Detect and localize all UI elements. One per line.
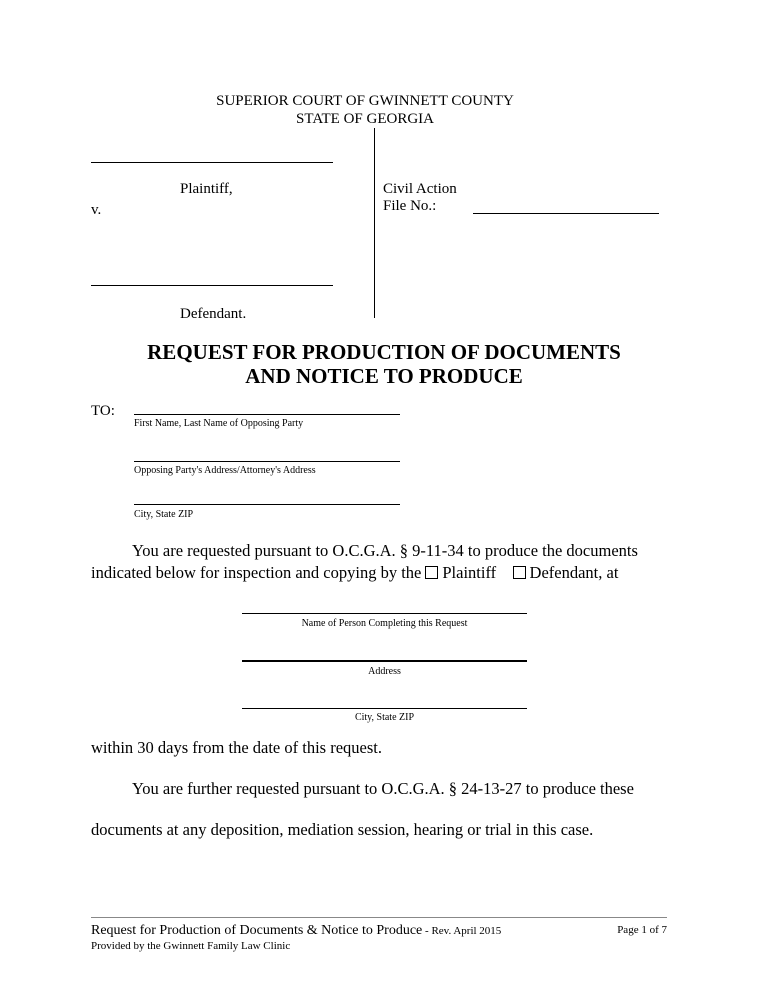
footer-form-name: Request for Production of Documents & Notice to Produce [91,923,423,938]
requester-address-caption: Address [368,666,401,677]
plaintiff-label: Plaintiff, [180,181,233,197]
requester-name-caption: Name of Person Completing this Request [301,618,468,629]
plaintiff-checkbox-label: Plaintiff [442,563,497,582]
footer-revision: - Rev. April 2015 [422,925,502,937]
request-paragraph-line1: You are requested pursuant to O.C.G.A. § 9-11-34 to produce the documents [132,541,638,560]
file-number-label: File No.: [383,198,437,214]
document-title-line1: REQUEST FOR PRODUCTION OF DOCUMENTS [147,340,621,364]
page-total: of 7 [646,924,667,936]
requester-address-field[interactable] [242,660,527,662]
request-paragraph-line2 [91,563,618,583]
requester-city-caption: City, State ZIP [354,712,415,723]
opposing-party-city-field[interactable] [134,504,400,505]
requester-name-field[interactable] [242,613,527,614]
defendant-name-line[interactable] [91,285,333,286]
plaintiff-name-line[interactable] [91,162,333,163]
defendant-checkbox[interactable] [513,566,526,579]
footer-rule [91,917,667,918]
footer-provided-by: Provided by the Gwinnett Family Law Clinic [91,940,291,952]
opposing-party-name-field[interactable] [134,414,400,415]
civil-action-label: Civil Action [383,181,457,197]
page-prefix: Page [617,924,642,936]
requester-city-field[interactable] [242,708,527,709]
state-name: STATE OF GEORGIA [296,111,434,127]
versus-label: v. [91,202,102,218]
further-request-line2: documents at any deposition, mediation session, hearing or trial in this case. [91,820,594,839]
defendant-checkbox-label: Defendant, at [529,563,619,582]
within-text: within 30 days from the date of this request. [91,738,382,757]
page-number [600,924,667,936]
plaintiff-checkbox[interactable] [425,566,438,579]
court-name: SUPERIOR COURT OF GWINNETT COUNTY [216,93,514,109]
page-current: 1 [641,924,647,936]
defendant-label: Defendant. [180,306,247,322]
opposing-party-address-field[interactable] [134,461,400,462]
caption-divider [374,128,375,318]
opposing-party-address-caption: Opposing Party's Address/Attorney's Address [134,465,316,476]
further-request-line1: You are further requested pursuant to O.C.G.A. § 24-13-27 to produce these [132,779,634,798]
to-label: TO: [91,403,115,419]
document-title-line2: AND NOTICE TO PRODUCE [245,364,523,388]
opposing-party-city-caption: City, State ZIP [134,509,194,520]
footer-form-title [91,921,501,939]
request-paragraph-line2-text: indicated below for inspection and copying by the [91,563,422,582]
file-number-field[interactable] [473,213,659,214]
opposing-party-name-caption: First Name, Last Name of Opposing Party [134,418,304,429]
